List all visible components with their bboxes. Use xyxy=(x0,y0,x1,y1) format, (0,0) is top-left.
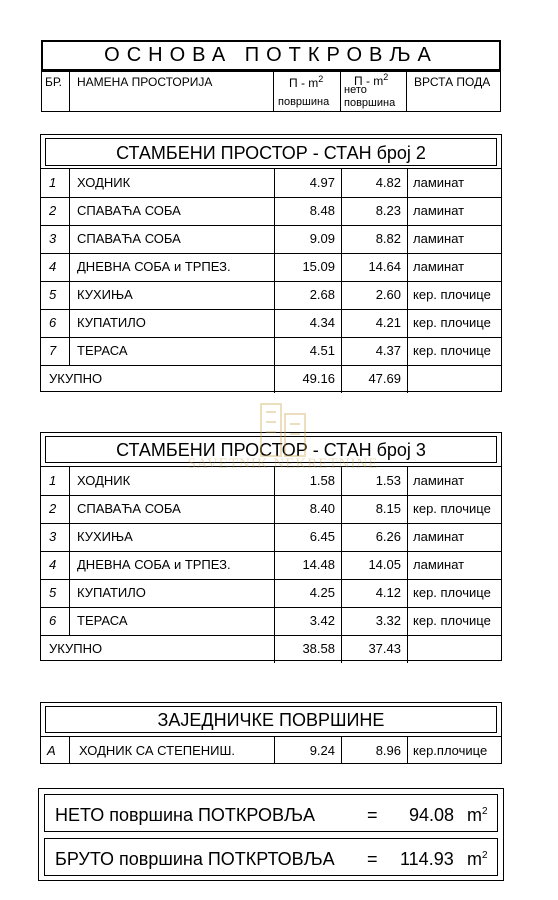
apt2-row-name: ХОДНИК xyxy=(77,175,131,190)
column-header-floor: ВРСТА ПОДА xyxy=(414,75,491,89)
column-header-no: БР. xyxy=(45,75,62,89)
column-header-gross-sup: 2 xyxy=(318,74,324,84)
apt2-row-index: 3 xyxy=(49,231,57,246)
common-row-index: А xyxy=(47,743,56,758)
apt3-row-index: 6 xyxy=(49,613,57,628)
apt3-row-name: ХОДНИК xyxy=(77,473,131,488)
net-area-value: 94.08 xyxy=(409,805,455,825)
apt3-row-index: 2 xyxy=(49,501,57,516)
apt2-row-net: 4.37 xyxy=(375,343,401,358)
apt3-title-box xyxy=(45,436,497,463)
summary-box xyxy=(38,788,504,881)
apt3-row-name: КУПАТИЛО xyxy=(77,585,146,600)
net-area-box xyxy=(44,794,498,832)
apt2-row-index: 2 xyxy=(49,203,57,218)
apt2-row-gross: 9.09 xyxy=(309,231,335,246)
apt2-title-box xyxy=(45,138,497,166)
common-row-floor: кер.плочице xyxy=(413,743,488,758)
apt2-row-floor: ламинат xyxy=(413,175,465,190)
apt2-table xyxy=(40,134,502,392)
gross-area-label: БРУТО површина ПОТКРТОВЉА xyxy=(55,849,335,869)
common-row-net: 8.96 xyxy=(375,743,401,758)
apt2-row-index: 7 xyxy=(49,343,57,358)
apt2-row-net: 8.23 xyxy=(375,203,401,218)
net-area-unit-text: m xyxy=(467,805,482,825)
common-row-gross: 9.24 xyxy=(309,743,335,758)
apt3-total-net: 37.43 xyxy=(368,641,401,656)
column-header-net-sup: 2 xyxy=(383,72,389,82)
apt3-row-name: ДНЕВНА СОБА и ТРПЕЗ. xyxy=(77,557,231,572)
apt3-row-net: 6.26 xyxy=(375,529,401,544)
apt2-total-net: 47.69 xyxy=(368,371,401,386)
apt3-total-gross: 38.58 xyxy=(302,641,335,656)
column-header-net-label: П - m xyxy=(354,74,384,88)
net-area-unit xyxy=(467,805,488,826)
apt3-row-name: ТЕРАСА xyxy=(77,613,128,628)
column-header-gross xyxy=(289,74,323,90)
gross-area-unit-text: m xyxy=(467,849,482,869)
column-header-gross-sub: површина xyxy=(278,96,330,108)
apt2-row-name: ДНЕВНА СОБА и ТРПЕЗ. xyxy=(77,259,231,274)
gross-area-unit xyxy=(467,849,488,870)
common-title-box xyxy=(45,706,497,733)
apt3-row-name: КУХИЊА xyxy=(77,529,133,544)
apt3-row-index: 1 xyxy=(49,473,57,488)
apt3-row-name: СПАВАЋА СОБА xyxy=(77,501,181,516)
apt2-row-floor: кер. плочице xyxy=(413,315,491,330)
apt3-title: СТАМБЕНИ ПРОСТОР - СТАН број 3 xyxy=(116,440,426,460)
apt3-row-gross: 3.42 xyxy=(309,613,335,628)
apt3-row-net: 8.15 xyxy=(375,501,401,516)
apt3-row-floor: ламинат xyxy=(413,557,465,572)
apt2-row-gross: 4.97 xyxy=(309,175,335,190)
apt2-row-gross: 15.09 xyxy=(302,259,335,274)
common-title: ЗАЈЕДНИЧКЕ ПОВРШИНЕ xyxy=(157,710,385,730)
apt3-row-gross: 14.48 xyxy=(302,557,335,572)
common-row-name: ХОДНИК СА СТЕПЕНИШ. xyxy=(79,743,236,758)
title-box xyxy=(41,40,501,71)
apt2-row-net: 14.64 xyxy=(368,259,401,274)
apt2-total-gross: 49.16 xyxy=(302,371,335,386)
apt2-row-floor: ламинат xyxy=(413,231,465,246)
apt3-row-index: 3 xyxy=(49,529,57,544)
apt2-row-index: 5 xyxy=(49,287,57,302)
net-area-equals: = xyxy=(367,805,378,825)
column-header-row xyxy=(41,71,501,112)
apt3-table xyxy=(40,432,502,661)
apt3-row-floor: ламинат xyxy=(413,529,465,544)
apt2-row-net: 8.82 xyxy=(375,231,401,246)
apt2-row-name: КУПАТИЛО xyxy=(77,315,146,330)
apt2-row-index: 1 xyxy=(49,175,57,190)
apt3-row-gross: 8.40 xyxy=(309,501,335,516)
column-header-net-sub2: површина xyxy=(344,97,396,109)
apt2-row-gross: 2.68 xyxy=(309,287,335,302)
apt3-total-label: УКУПНО xyxy=(49,641,103,656)
watermark-text: SAVETNIK NEKRETNINE xyxy=(187,456,379,472)
gross-area-box xyxy=(44,838,498,876)
apt2-row-name: КУХИЊА xyxy=(77,287,133,302)
page-title: ОСНОВА ПОТКРОВЉА xyxy=(104,44,438,66)
apt3-row-floor: кер. плочице xyxy=(413,501,491,516)
gross-area-unit-sup: 2 xyxy=(482,850,488,861)
apt3-row-net: 4.12 xyxy=(375,585,401,600)
apt2-row-name: ТЕРАСА xyxy=(77,343,128,358)
net-area-unit-sup: 2 xyxy=(482,806,488,817)
apt2-row-name: СПАВАЋА СОБА xyxy=(77,231,181,246)
apt2-total-label: УКУПНО xyxy=(49,371,103,386)
apt2-row-floor: ламинат xyxy=(413,259,465,274)
column-header-net-sub1: нето xyxy=(344,84,367,96)
apt3-row-net: 1.53 xyxy=(375,473,401,488)
apt3-row-net: 14.05 xyxy=(368,557,401,572)
apt3-row-gross: 4.25 xyxy=(309,585,335,600)
net-area-label: НЕТО површина ПОТКРОВЉА xyxy=(55,805,316,825)
apt2-row-index: 4 xyxy=(49,259,57,274)
apt3-row-gross: 6.45 xyxy=(309,529,335,544)
common-table xyxy=(40,702,502,764)
apt2-row-net: 4.21 xyxy=(375,315,401,330)
apt2-row-name: СПАВАЋА СОБА xyxy=(77,203,181,218)
apt3-row-index: 4 xyxy=(49,557,57,572)
apt3-row-gross: 1.58 xyxy=(309,473,335,488)
apt2-row-index: 6 xyxy=(49,315,57,330)
apt2-row-net: 4.82 xyxy=(375,175,401,190)
apt3-row-floor: кер. плочице xyxy=(413,613,491,628)
apt2-row-gross: 8.48 xyxy=(309,203,335,218)
apt3-row-net: 3.32 xyxy=(375,613,401,628)
apt3-row-floor: ламинат xyxy=(413,473,465,488)
apt2-row-floor: ламинат xyxy=(413,203,465,218)
gross-area-equals: = xyxy=(367,849,378,869)
column-header-name: НАМЕНА ПРОСТОРИЈА xyxy=(77,75,213,89)
apt2-row-floor: кер. плочице xyxy=(413,287,491,302)
column-header-gross-label: П - m xyxy=(289,76,319,90)
apt2-title: СТАМБЕНИ ПРОСТОР - СТАН број 2 xyxy=(116,143,426,163)
apt3-row-floor: кер. плочице xyxy=(413,585,491,600)
apt2-row-gross: 4.34 xyxy=(309,315,335,330)
apt2-row-net: 2.60 xyxy=(375,287,401,302)
gross-area-value: 114.93 xyxy=(400,849,454,869)
apt2-row-floor: кер. плочице xyxy=(413,343,491,358)
apt3-row-index: 5 xyxy=(49,585,57,600)
apt2-row-gross: 4.51 xyxy=(309,343,335,358)
